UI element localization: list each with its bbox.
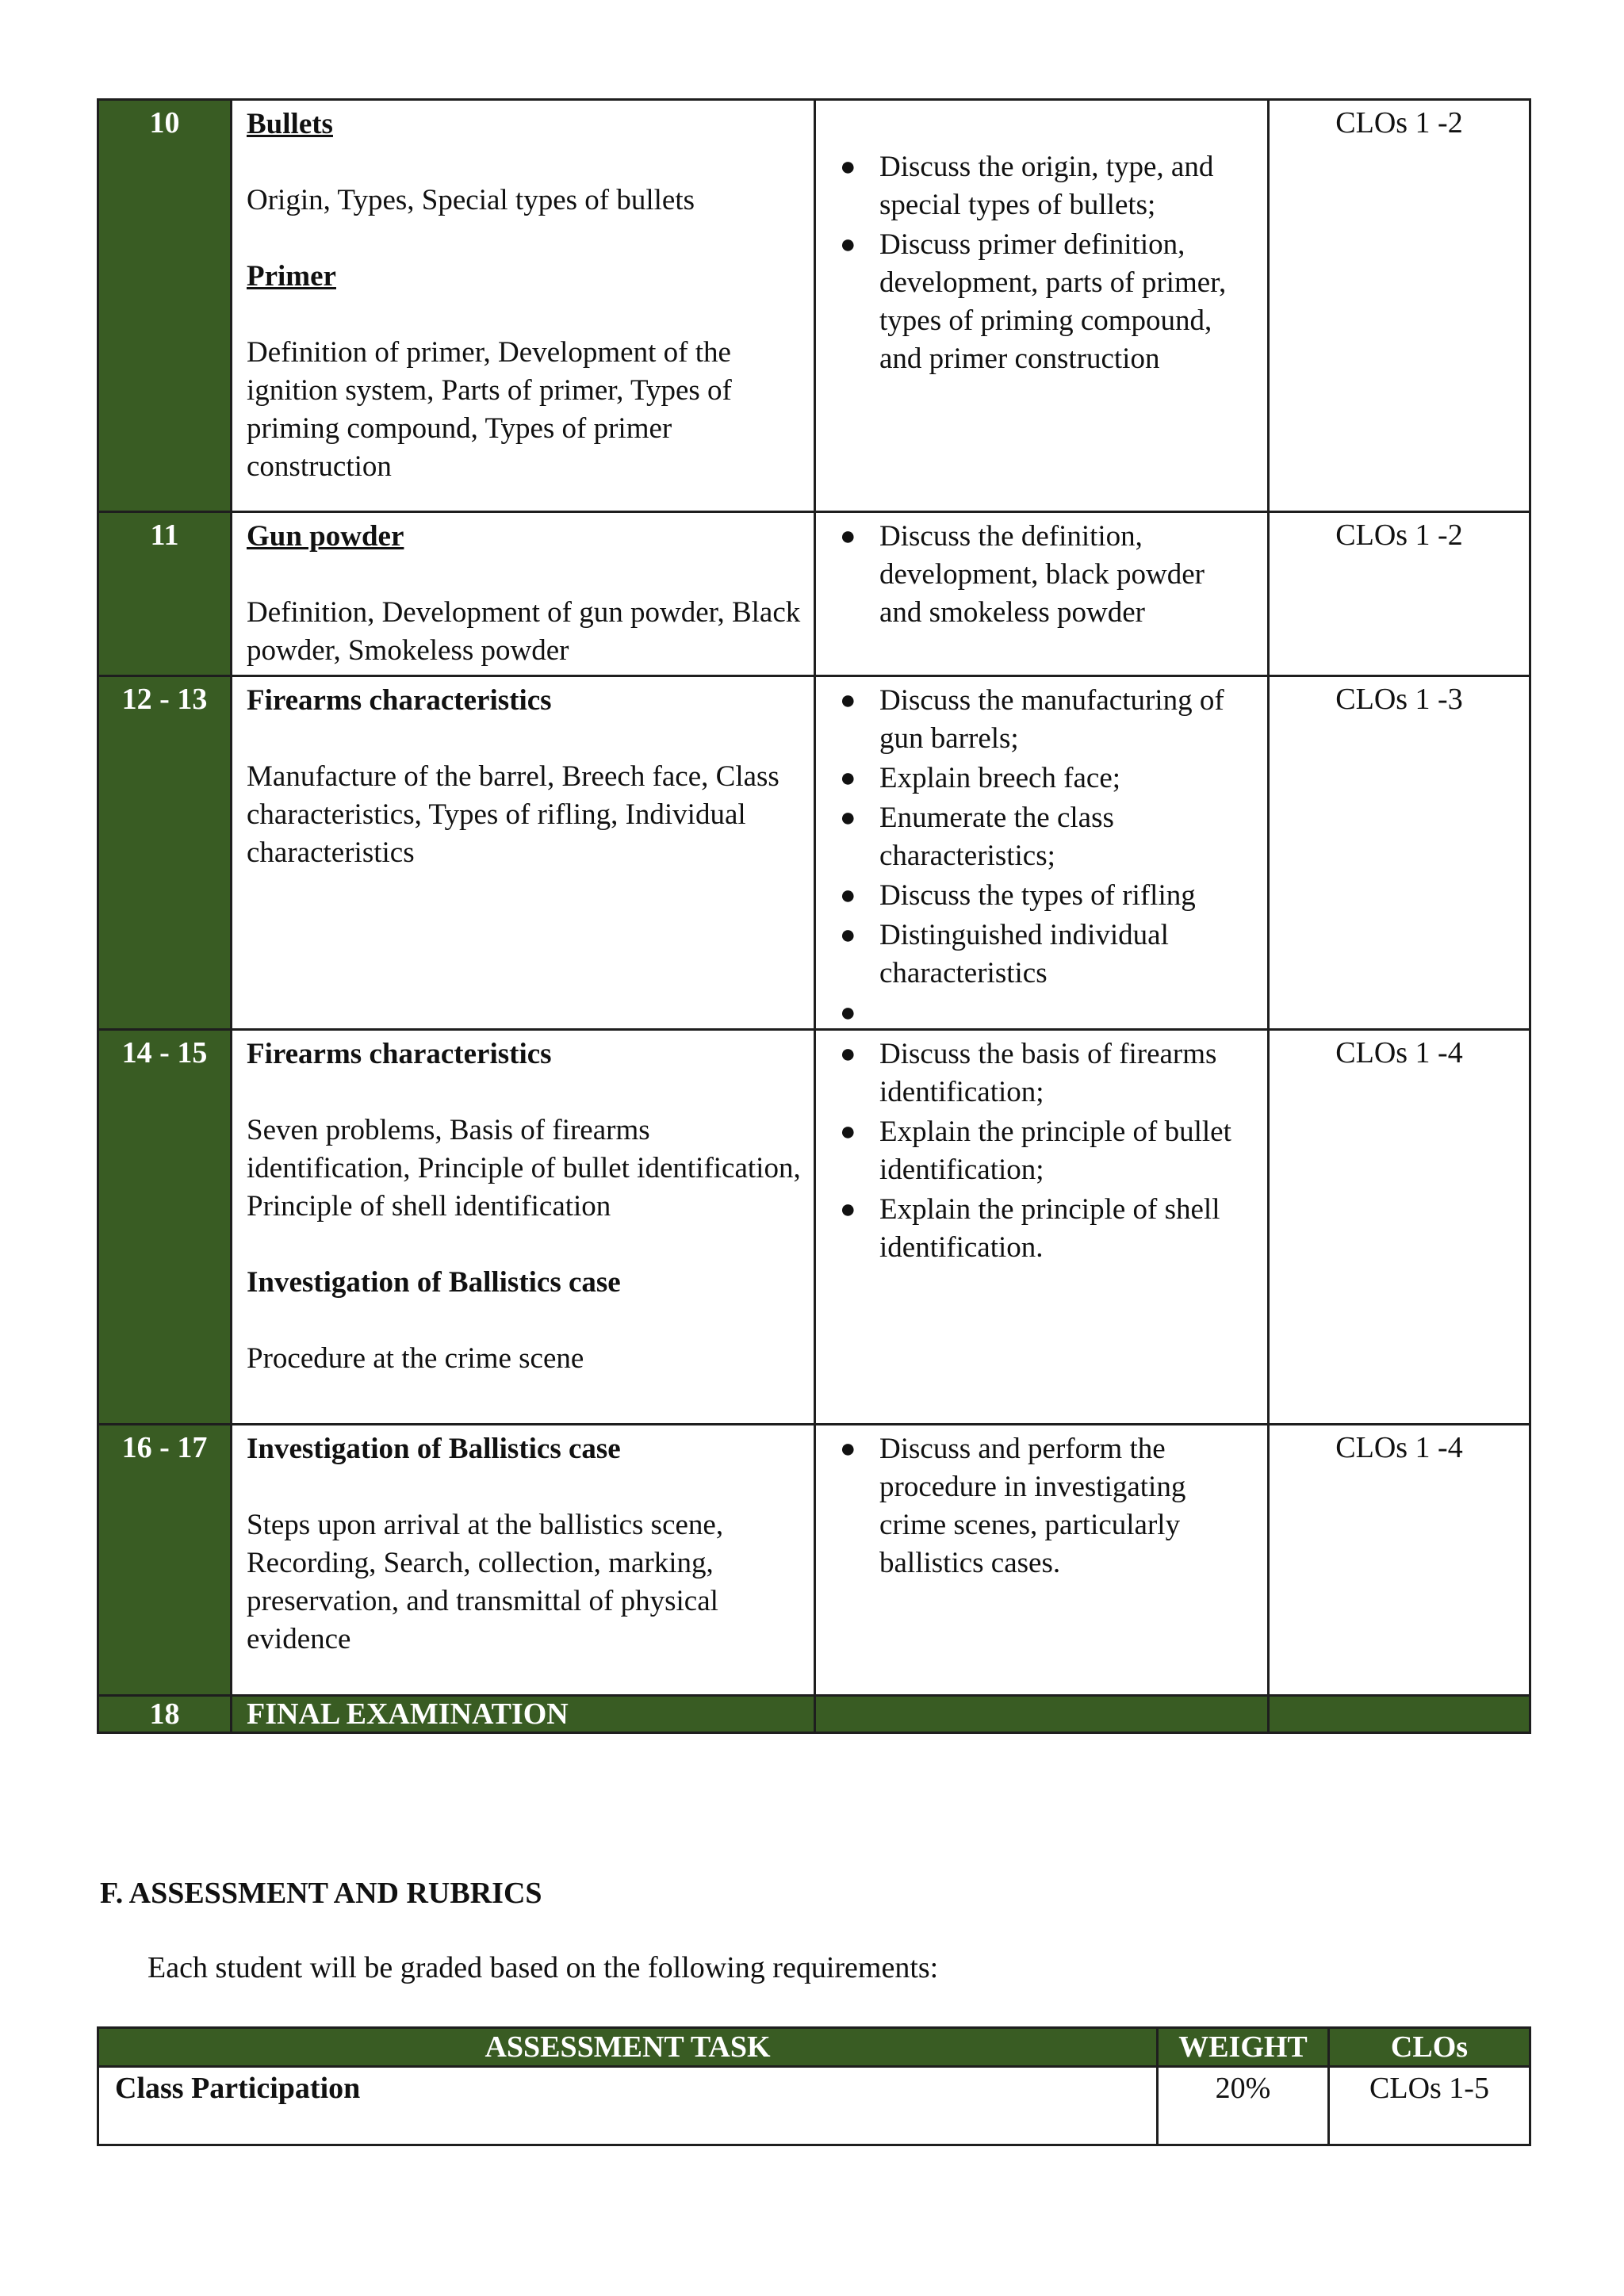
outcome-text: Discuss the definition, development, black powder and smokeless powder [879,520,1205,629]
topic-description: Definition of primer, Development of the ignition system, Parts of primer, Types of priming compound, Types of primer construction [247,336,732,483]
week-cell: 18 [98,1696,232,1733]
outcome-item [833,877,1253,915]
final-exam-row [98,1696,1530,1733]
outcome-item [833,760,1253,798]
spacer [247,1226,801,1264]
topic-cell [232,1425,815,1696]
clos-cell: CLOs 1 -4 [1269,1030,1530,1425]
section-heading: F. ASSESSMENT AND RUBRICS [100,1877,542,1910]
outcomes-list [833,518,1253,632]
outcomes-list [833,1035,1253,1267]
topic-heading: Gun powder [247,520,404,553]
bullet-icon: ● [840,1434,856,1464]
clos-cell: CLOs 1 -2 [1269,100,1530,512]
outcome-item [833,148,1253,224]
week-cell: 10 [98,100,232,512]
outcome-item [833,1035,1253,1112]
week-cell: 12 - 13 [98,676,232,1030]
topic-heading: Primer [247,260,336,293]
topic-heading: Investigation of Ballistics case [247,1433,621,1465]
outcomes-cell [815,1425,1269,1696]
topic-heading: Bullets [247,108,333,140]
spacer [247,1468,801,1506]
clos-cell: CLOs 1-5 [1329,2067,1530,2145]
bullet-icon: ● [840,881,856,910]
topic-cell [232,676,815,1030]
outcome-item [833,1191,1253,1267]
topic-heading: Firearms characteristics [247,684,552,717]
bullet-icon: ● [840,920,856,950]
outcome-text: Discuss primer definition, development, parts of primer, types of priming compound, and primer construction [879,228,1227,375]
outcome-item [833,1113,1253,1189]
bullet-icon: ● [840,998,856,1027]
bullet-icon: ● [840,522,856,551]
syllabus-row [98,100,1530,512]
outcome-text: Explain the principle of bullet identification; [879,1115,1231,1186]
topic-heading: Firearms characteristics [247,1038,552,1070]
outcome-item [833,799,1253,875]
outcome-text: Enumerate the class characteristics; [879,802,1114,872]
syllabus-row [98,676,1530,1030]
spacer [247,1302,801,1340]
bullet-icon: ● [840,1195,856,1224]
outcome-item [833,682,1253,758]
bullet-icon: ● [840,1039,856,1069]
weight-cell: 20% [1158,2067,1329,2145]
spacer [247,556,801,594]
empty-clos-cell [1269,1696,1530,1733]
assessment-body [98,2067,1530,2145]
spacer [247,1073,801,1112]
clos-cell: CLOs 1 -2 [1269,512,1530,676]
outcome-item [833,1430,1253,1582]
outcome-item [833,518,1253,632]
topic-description: Steps upon arrival at the ballistics scene, Recording, Search, collection, marking, preservation, and transmittal of physical evidence [247,1509,724,1655]
spacer [247,720,801,758]
final-exam-label: FINAL EXAMINATION [232,1696,815,1733]
week-cell: 16 - 17 [98,1425,232,1696]
outcomes-list [833,1430,1253,1582]
topic-heading: Investigation of Ballistics case [247,1266,621,1299]
assessment-table [97,2026,1531,2146]
outcome-text: Discuss and perform the procedure in investigating crime scenes, particularly ballistics cases. [879,1433,1186,1579]
header-assessment-task: ASSESSMENT TASK [98,2028,1158,2067]
assessment-task-cell: Class Participation [98,2067,1158,2145]
outcome-text: Discuss the manufacturing of gun barrels; [879,684,1224,755]
outcomes-cell [815,512,1269,676]
topic-cell [232,100,815,512]
assessment-row [98,2067,1530,2145]
clos-cell: CLOs 1 -3 [1269,676,1530,1030]
spacer [247,296,801,334]
topic-cell [232,1030,815,1425]
assessment-header-row [98,2028,1530,2067]
outcomes-cell [815,676,1269,1030]
bullet-icon: ● [840,763,856,793]
syllabus-body [98,100,1530,1733]
clos-cell: CLOs 1 -4 [1269,1425,1530,1696]
bullet-icon: ● [840,803,856,832]
empty-outcomes-cell [815,1696,1269,1733]
spacer [247,144,801,182]
week-cell: 11 [98,512,232,676]
topic-description: Procedure at the crime scene [247,1342,584,1375]
outcomes-cell [815,1030,1269,1425]
bullet-icon: ● [840,686,856,715]
header-clos: CLOs [1329,2028,1530,2067]
syllabus-table [97,98,1531,1734]
outcome-text: Explain breech face; [879,762,1121,794]
outcome-text: Discuss the types of rifling [879,879,1196,912]
topic-description: Seven problems, Basis of firearms identification, Principle of bullet identification, Principle of shell identification [247,1114,801,1223]
syllabus-row [98,512,1530,676]
syllabus-row [98,1030,1530,1425]
bullet-icon: ● [840,152,856,182]
outcome-text: Discuss the origin, type, and special types of bullets; [879,151,1214,221]
outcomes-list [833,148,1253,378]
section-intro: Each student will be graded based on the following requirements: [147,1951,939,1984]
topic-description: Definition, Development of gun powder, Black powder, Smokeless powder [247,596,801,667]
outcome-text: Discuss the basis of firearms identification; [879,1038,1217,1108]
outcome-text: Explain the principle of shell identification. [879,1193,1220,1264]
topic-description: Manufacture of the barrel, Breech face, Class characteristics, Types of rifling, Individual characteristics [247,760,779,869]
outcome-item [833,916,1253,993]
spacer [247,220,801,258]
outcome-item [833,226,1253,378]
week-cell: 14 - 15 [98,1030,232,1425]
bullet-icon: ● [840,230,856,259]
outcome-text: Distinguished individual characteristics [879,919,1169,989]
bullet-icon: ● [840,1117,856,1146]
header-weight: WEIGHT [1158,2028,1329,2067]
outcomes-cell [815,100,1269,512]
topic-description: Origin, Types, Special types of bullets [247,184,695,216]
outcomes-list [833,682,1253,1027]
topic-cell [232,512,815,676]
syllabus-row [98,1425,1530,1696]
